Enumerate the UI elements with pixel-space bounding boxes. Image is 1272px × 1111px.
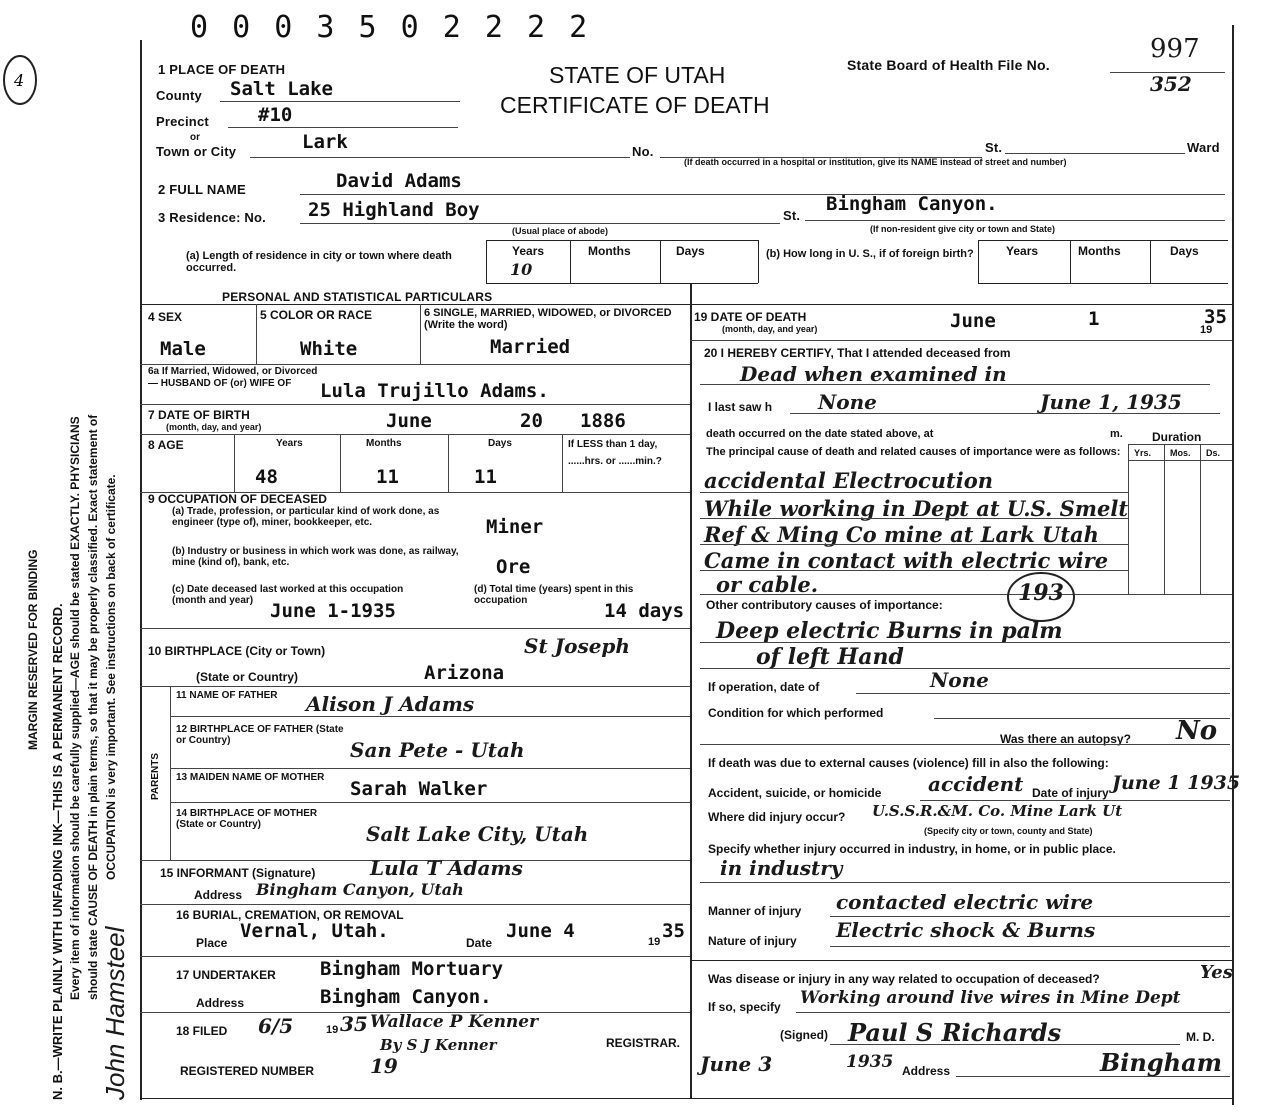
occ-a: (a) Trade, profession, or particular kind of work done, as engineer (type of), miner, bookkeeper, etc. bbox=[172, 506, 440, 528]
svg-text:4: 4 bbox=[14, 71, 25, 90]
birthplace-state: Arizona bbox=[424, 662, 505, 684]
occ-c-val: June 1-1935 bbox=[270, 600, 396, 622]
res2-col-2 bbox=[1070, 240, 1071, 283]
signed-val: Paul S Richards bbox=[848, 1018, 1062, 1047]
injury-date-label: Date of injury bbox=[1032, 786, 1109, 800]
dod-month: June bbox=[950, 310, 996, 332]
margin-binding: MARGIN RESERVED FOR BINDING bbox=[26, 549, 40, 750]
age-divider-2 bbox=[340, 434, 341, 492]
less-label: If LESS than 1 day, ......hrs. or ......min.? bbox=[568, 439, 662, 467]
nature-val: Electric shock & Burns bbox=[836, 918, 1096, 942]
row5-line bbox=[140, 364, 690, 365]
cond-label: Condition for which performed bbox=[708, 706, 884, 720]
res-col-4 bbox=[758, 240, 759, 283]
color-label: 5 COLOR OR RACE bbox=[260, 308, 373, 322]
parents-label: PARENTS bbox=[150, 752, 161, 800]
cause-line-2: While working in Dept at U.S. Smelt bbox=[704, 496, 1129, 521]
no-label: No. bbox=[632, 144, 654, 159]
filed-value: 6/5 bbox=[258, 1014, 294, 1038]
inf-addr: Bingham Canyon, Utah bbox=[256, 880, 464, 899]
lastsaw-line bbox=[790, 413, 1220, 414]
res2-bottom bbox=[978, 283, 1228, 284]
occ-label: 9 OCCUPATION OF DECEASED bbox=[148, 492, 327, 506]
duration-head-line bbox=[1128, 460, 1232, 461]
row6-line bbox=[140, 404, 690, 405]
burial-year: 35 bbox=[662, 920, 685, 942]
cause-rule-2 bbox=[700, 518, 1128, 519]
dod-19: 19 bbox=[1200, 324, 1213, 336]
autopsy-rule bbox=[700, 744, 1230, 745]
color-divider bbox=[420, 304, 421, 364]
nature-section-line bbox=[690, 960, 1232, 961]
birthplace-label: 10 BIRTHPLACE (City or Town) bbox=[148, 644, 326, 658]
father-value: Alison J Adams bbox=[306, 692, 475, 716]
dur-col-2 bbox=[1164, 444, 1165, 594]
personal-header: PERSONAL AND STATISTICAL PARTICULARS bbox=[222, 290, 493, 304]
row13-line bbox=[170, 802, 690, 803]
residence-st: St. bbox=[783, 208, 801, 223]
county-line bbox=[220, 101, 460, 102]
spec-rule bbox=[700, 882, 1230, 883]
res-years: Years bbox=[512, 244, 545, 258]
name-value: David Adams bbox=[336, 170, 462, 192]
dod-label: 19 DATE OF DEATH bbox=[694, 310, 807, 324]
res-col-2 bbox=[570, 240, 571, 283]
contrib-label: Other contributory causes of importance: bbox=[706, 598, 943, 612]
dur-ds: Ds. bbox=[1206, 448, 1221, 458]
residence-city-line bbox=[805, 220, 1225, 221]
informant-value: Lula T Adams bbox=[370, 856, 523, 880]
contrib-line-1: Deep electric Burns in palm bbox=[716, 618, 1063, 644]
res-days: Days bbox=[676, 244, 705, 258]
parents-divider bbox=[170, 686, 171, 860]
occurred-label: death occurred on the date stated above, at bbox=[706, 428, 934, 440]
addr-label: Address bbox=[902, 1064, 951, 1078]
state-board-no2: 352 bbox=[1150, 72, 1192, 96]
board-line bbox=[1110, 72, 1225, 73]
sex-divider bbox=[256, 304, 257, 364]
town-label: Town or City bbox=[156, 144, 237, 159]
occ-d: (d) Total time (years) spent in this occupation bbox=[474, 584, 634, 606]
burial-date: June 4 bbox=[506, 920, 575, 942]
res2-top bbox=[978, 240, 1228, 241]
frame-right bbox=[1232, 25, 1234, 1105]
margin-line4: OCCUPATION is very important. See instructions on back of certificate. bbox=[104, 474, 118, 880]
section-top-line bbox=[140, 304, 1232, 305]
where-label: Where did injury occur? bbox=[708, 810, 846, 824]
row10-line bbox=[140, 686, 690, 687]
father-label: 11 NAME OF FATHER bbox=[176, 690, 278, 701]
cert-label: 20 I HEREBY CERTIFY, That I attended deceased from bbox=[704, 346, 1011, 360]
hosp-note: (If death occurred in a hospital or institution, give its NAME instead of street and number) bbox=[684, 157, 1067, 167]
burial-19: 19 bbox=[648, 936, 661, 948]
occ-b: (b) Industry or business in which work was done, as railway, mine (kind of), bank, etc. bbox=[172, 546, 459, 568]
filed-label: 18 FILED bbox=[176, 1024, 228, 1038]
age-months-label: Months bbox=[366, 438, 402, 449]
row7-line bbox=[140, 434, 690, 435]
serial-number: 0 0 0 3 5 0 2 2 2 2 bbox=[190, 10, 591, 45]
where-val: U.S.S.R.&M. Co. Mine Lark Ut bbox=[872, 802, 1123, 820]
cert-title: CERTIFICATE OF DEATH bbox=[500, 92, 770, 118]
birthplace-state-label: (State or Country) bbox=[196, 670, 298, 684]
res2-col-1 bbox=[978, 240, 979, 283]
cause-line-4: Came in contact with electric wire bbox=[704, 548, 1109, 573]
circled-code-text: 193 bbox=[1018, 580, 1064, 606]
where-sub: (Specify city or town, county and State) bbox=[924, 826, 1093, 836]
ifso-label: If so, specify bbox=[708, 1000, 781, 1014]
injury-date: June 1 1935 bbox=[1112, 772, 1241, 794]
sig-year: 1935 bbox=[846, 1052, 894, 1072]
residence-no: 25 Highland Boy bbox=[308, 199, 480, 221]
acc-val: accident bbox=[928, 772, 1024, 796]
mother-value: Sarah Walker bbox=[350, 778, 488, 800]
st-label: St. bbox=[985, 140, 1003, 155]
related-label: Was disease or injury in any way related to occupation of deceased? bbox=[708, 972, 1100, 986]
lastsaw-date: June 1, 1935 bbox=[1040, 390, 1182, 414]
occurred-m: m. bbox=[1110, 428, 1123, 440]
margin-signature: John Hamsteel bbox=[100, 926, 130, 1100]
father-bp-label: 12 BIRTHPLACE OF FATHER (State or Country) bbox=[176, 724, 344, 746]
dod-sub: (month, day, and year) bbox=[722, 324, 818, 334]
res-col-1 bbox=[486, 240, 487, 283]
cert-line bbox=[700, 384, 1210, 385]
age-months: 11 bbox=[376, 466, 399, 488]
town-line bbox=[250, 157, 630, 158]
name-line bbox=[300, 194, 1225, 195]
signed-rule bbox=[830, 1044, 1180, 1045]
row16-line bbox=[140, 956, 690, 957]
residence-line bbox=[300, 223, 780, 224]
ifso-rule bbox=[796, 1012, 1230, 1013]
res-a-label: (a) Length of residence in city or town where death occurred. bbox=[186, 250, 452, 274]
sig-date: June 3 bbox=[700, 1052, 773, 1076]
row11-line bbox=[170, 716, 690, 717]
nature-rule bbox=[830, 946, 1230, 947]
residence-label: 3 Residence: No. bbox=[158, 210, 266, 225]
nature-label: Nature of injury bbox=[708, 934, 797, 948]
row15-line bbox=[140, 904, 690, 905]
marital-label: 6 SINGLE, MARRIED, WIDOWED, or DIVORCED (Write the word) bbox=[424, 307, 672, 331]
dob-sub: (month, day, and year) bbox=[166, 422, 262, 432]
age-days: 11 bbox=[474, 466, 497, 488]
res-a-years: 10 bbox=[510, 260, 533, 279]
age-years: 48 bbox=[255, 466, 278, 488]
duration-top bbox=[1128, 444, 1232, 445]
res-col-3 bbox=[660, 240, 661, 283]
res2-days: Days bbox=[1170, 244, 1199, 258]
dur-col-3 bbox=[1200, 444, 1201, 594]
ward-label: Ward bbox=[1187, 140, 1220, 155]
color-value: White bbox=[300, 338, 358, 360]
res2-months: Months bbox=[1078, 244, 1121, 258]
md-label: M. D. bbox=[1186, 1030, 1215, 1044]
precinct-line bbox=[228, 127, 458, 128]
op-label: If operation, date of bbox=[708, 680, 820, 694]
burial-place-label: Place bbox=[196, 936, 228, 950]
reg-num: 19 bbox=[370, 1054, 398, 1078]
cause-rule-1 bbox=[700, 492, 1128, 493]
addr-val: Bingham bbox=[1100, 1048, 1223, 1077]
registrar-sig: Wallace P Kenner bbox=[370, 1012, 539, 1032]
occ-c: (c) Date deceased last worked at this occupation (month and year) bbox=[172, 584, 404, 606]
op-rule bbox=[856, 693, 1230, 694]
residence-city: Bingham Canyon. bbox=[826, 193, 998, 215]
town-or: or bbox=[190, 132, 200, 143]
margin-line2: Every item of information should be carefully supplied—AGE should be stated EXACTLY. PHYSICIANS bbox=[68, 416, 82, 1000]
lastsaw-label: I last saw h bbox=[708, 400, 773, 414]
county-value: Salt Lake bbox=[230, 78, 333, 100]
filed-19: 19 bbox=[326, 1024, 339, 1036]
st-line bbox=[1005, 153, 1185, 154]
place-label: 1 PLACE OF DEATH bbox=[158, 62, 286, 77]
informant-label: 15 INFORMANT (Signature) bbox=[160, 866, 316, 880]
dur-col-1 bbox=[1128, 444, 1129, 594]
registrar-label: REGISTRAR. bbox=[606, 1036, 681, 1050]
burial-label: 16 BURIAL, CREMATION, OR REMOVAL bbox=[176, 908, 404, 922]
center-divider bbox=[690, 283, 692, 1098]
related-val: Yes bbox=[1200, 962, 1233, 983]
state-board-no: 997 bbox=[1150, 34, 1200, 64]
op-val: None bbox=[930, 668, 989, 692]
age-years-label: Years bbox=[276, 438, 303, 449]
age-divider-1 bbox=[234, 434, 235, 492]
signed-label: (Signed) bbox=[780, 1028, 828, 1042]
dob-label: 7 DATE OF BIRTH bbox=[148, 408, 250, 422]
margin-circle-mark bbox=[0, 50, 40, 110]
ifso-val: Working around live wires in Mine Dept bbox=[800, 988, 1181, 1008]
inf-addr-label: Address bbox=[194, 888, 243, 902]
row12-line bbox=[170, 768, 690, 769]
dur-yrs: Yrs. bbox=[1134, 448, 1152, 458]
lastsaw-val: None bbox=[818, 390, 877, 414]
cause-line-5: or cable. bbox=[716, 572, 819, 597]
precinct-label: Precinct bbox=[156, 114, 209, 129]
autopsy-label: Was there an autopsy? bbox=[1000, 732, 1131, 746]
cause-rule-5 bbox=[700, 594, 1232, 595]
sex-label: 4 SEX bbox=[148, 310, 183, 324]
row9-line bbox=[140, 628, 690, 629]
occ-d-val: 14 days bbox=[604, 600, 685, 622]
spec-label: Specify whether injury occurred in industry, in home, or in public place. bbox=[708, 842, 1116, 856]
undertaker-label: 17 UNDERTAKER bbox=[176, 968, 276, 982]
occ-a-val: Miner bbox=[486, 516, 544, 538]
usual-note: (Usual place of abode) bbox=[512, 226, 609, 236]
cause-line-3: Ref & Ming Co mine at Lark Utah bbox=[704, 522, 1099, 547]
frame-left bbox=[140, 40, 142, 1100]
state-board-label: State Board of Health File No. bbox=[847, 57, 1050, 73]
spouse-value: Lula Trujillo Adams. bbox=[320, 380, 549, 402]
town-value: Lark bbox=[302, 131, 348, 153]
acc-rule bbox=[920, 800, 1230, 801]
nonres-note: (If non-resident give city or town and State) bbox=[870, 224, 1056, 234]
spec-val: in industry bbox=[720, 856, 843, 880]
manner-val: contacted electric wire bbox=[836, 890, 1094, 914]
undertaker-value: Bingham Mortuary bbox=[320, 958, 504, 980]
margin-line3: should state CAUSE OF DEATH in plain terms, so that it may be properly classified. Exact statement of bbox=[86, 414, 100, 1000]
duration-label: Duration bbox=[1152, 430, 1202, 444]
cause-rule-3 bbox=[700, 544, 1128, 545]
manner-rule bbox=[830, 916, 1230, 917]
age-days-label: Days bbox=[488, 438, 512, 449]
dob-year: 1886 bbox=[580, 410, 626, 432]
cause-label: The principal cause of death and related causes of importance were as follows: bbox=[706, 446, 1121, 458]
res-months: Months bbox=[588, 244, 631, 258]
frame-bottom bbox=[140, 1098, 1232, 1099]
res2-years: Years bbox=[1006, 244, 1039, 258]
dod-year: 35 bbox=[1204, 306, 1227, 328]
birthplace-city: St Joseph bbox=[524, 634, 630, 658]
age-divider-3 bbox=[448, 434, 449, 492]
age-label: 8 AGE bbox=[148, 438, 184, 452]
county-label: County bbox=[156, 88, 202, 103]
sex-value: Male bbox=[160, 338, 206, 360]
mother-label: 13 MAIDEN NAME OF MOTHER bbox=[176, 772, 325, 783]
und-addr-label: Address bbox=[196, 996, 245, 1010]
cert-val: Dead when examined in bbox=[740, 362, 1007, 386]
res-b-label: (b) How long in U. S., if of foreign birth? bbox=[766, 248, 974, 260]
marital-value: Married bbox=[490, 336, 571, 358]
contrib-line-2: of left Hand bbox=[756, 644, 904, 670]
und-addr: Bingham Canyon. bbox=[320, 986, 492, 1008]
registrar-by: By S J Kenner bbox=[380, 1036, 497, 1054]
dod-line bbox=[690, 340, 1232, 341]
res2-col-3 bbox=[1150, 240, 1151, 283]
burial-place: Vernal, Utah. bbox=[240, 920, 389, 942]
res-table-top bbox=[486, 240, 758, 241]
mother-bp: Salt Lake City, Utah bbox=[366, 822, 589, 846]
state-title: STATE OF UTAH bbox=[549, 62, 726, 88]
age-divider-4 bbox=[562, 434, 563, 492]
dod-day: 1 bbox=[1088, 308, 1100, 330]
burial-date-label: Date bbox=[466, 936, 493, 950]
reg-num-label: REGISTERED NUMBER bbox=[180, 1064, 315, 1078]
ext-label: If death was due to external causes (violence) fill in also the following: bbox=[708, 756, 1109, 770]
cause-line-1: accidental Electrocution bbox=[704, 468, 993, 493]
mother-bp-label: 14 BIRTHPLACE OF MOTHER (State or Country) bbox=[176, 808, 318, 830]
acc-label: Accident, suicide, or homicide bbox=[708, 786, 882, 800]
precinct-value: #10 bbox=[258, 104, 293, 126]
dob-month: June bbox=[386, 410, 432, 432]
dob-day: 20 bbox=[520, 410, 543, 432]
margin-line1: N. B.—WRITE PLAINLY WITH UNFADING INK—THIS IS A PERMANENT RECORD. bbox=[50, 603, 65, 1100]
filed-year: 35 bbox=[340, 1012, 368, 1036]
father-bp: San Pete - Utah bbox=[350, 738, 525, 762]
addr-rule bbox=[956, 1076, 1230, 1077]
contrib-rule-1 bbox=[700, 642, 1230, 643]
autopsy-val: No bbox=[1176, 716, 1218, 746]
dur-mos: Mos. bbox=[1170, 448, 1191, 458]
occ-b-val: Ore bbox=[496, 556, 531, 578]
name-label: 2 FULL NAME bbox=[158, 182, 246, 197]
spouse-label: 6a If Married, Widowed, or Divorced— HUSBAND OF (or) WIFE OF bbox=[148, 366, 318, 389]
manner-label: Manner of injury bbox=[708, 904, 802, 918]
res-table-bottom bbox=[486, 283, 758, 284]
